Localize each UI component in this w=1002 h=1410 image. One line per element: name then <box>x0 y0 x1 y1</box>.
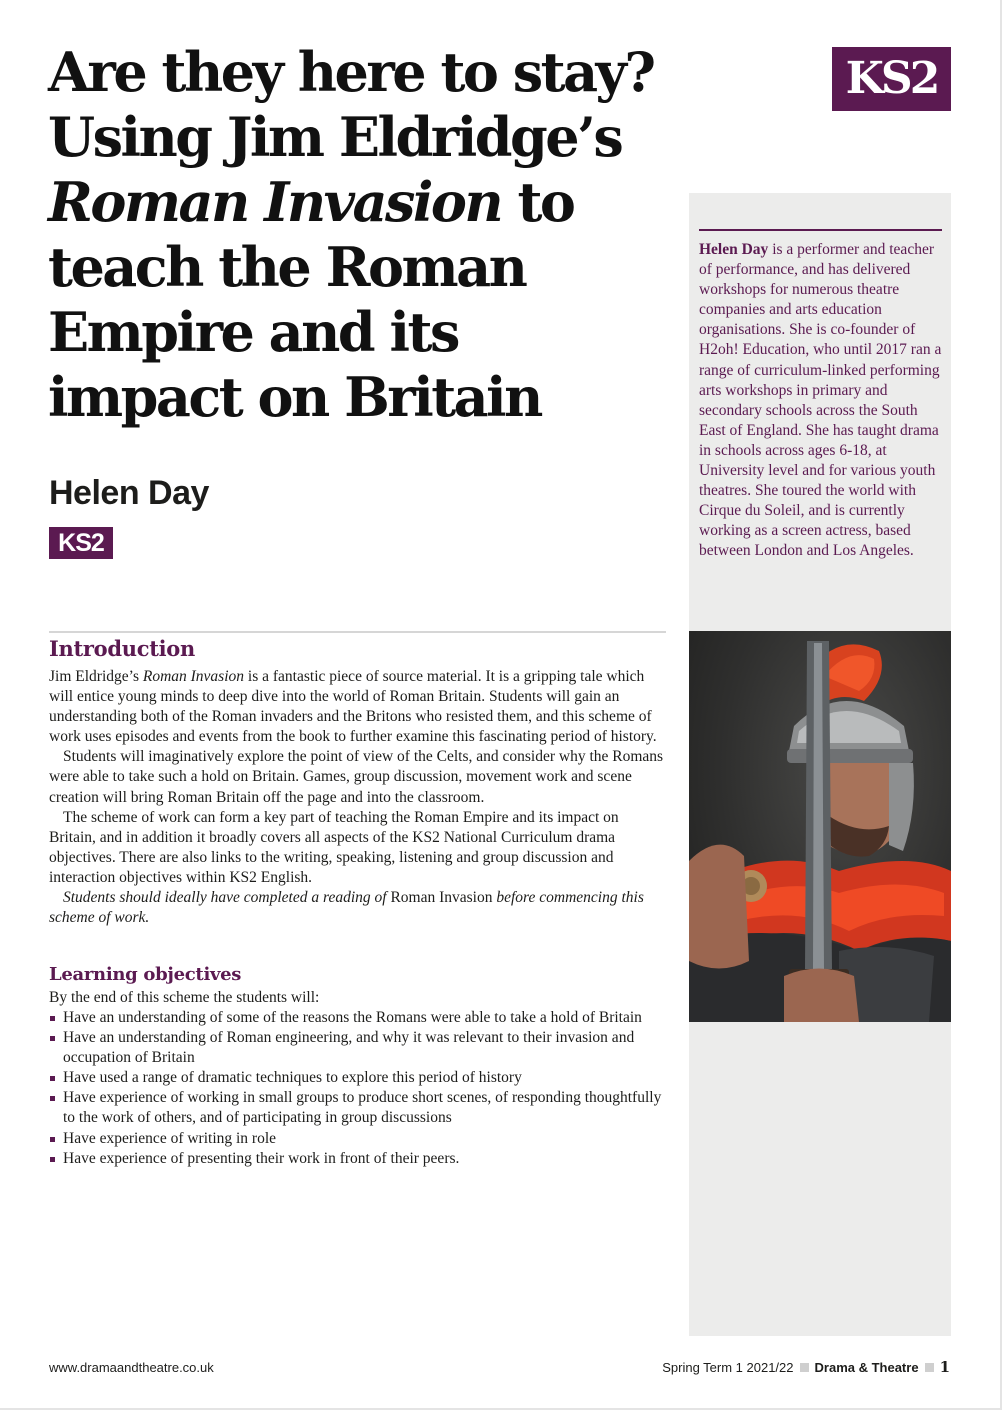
bio-text: is a performer and teacher of performance, and has delivered workshops for numerous theatre companies and arts education organisations. She is co-founder of H2oh! Education, who until 2017 ran a range of curriculum-linked performing arts workshops in primary and secondary schools across the South East of England. She has taught drama in schools across ages 6-18, at University level and for various youth theatres. She toured the world with Cirque du Soleil, and is currently working as a screen actress, based between London and Los Angeles. <box>699 241 942 560</box>
footer-magazine-name: Drama & Theatre <box>814 1359 919 1375</box>
list-item <box>49 1088 669 1128</box>
list-item-text: Have an understanding of Roman engineering, and why it was relevant to their invasion and occupation of Britain <box>63 1029 635 1067</box>
roman-soldier-photo <box>689 631 951 1022</box>
title-book-name: Roman Invasion <box>48 170 502 234</box>
square-separator-icon <box>800 1363 809 1372</box>
title-line: teach the Roman <box>48 235 526 299</box>
list-item <box>49 1149 669 1169</box>
book-title: Roman Invasion <box>390 889 493 907</box>
list-item <box>49 1008 669 1028</box>
bullet-icon <box>50 1076 55 1081</box>
text-run: before commencing this scheme of work. <box>49 889 644 927</box>
section-heading-learning-objectives: Learning objectives <box>49 964 242 985</box>
intro-divider <box>49 631 666 633</box>
list-item-text: Have experience of working in small groups to produce short scenes, of responding thoughtfully to the work of others, and of participating in group discussions <box>63 1089 662 1127</box>
bullet-icon <box>50 1157 55 1162</box>
footer-issue: Spring Term 1 2021/22 <box>662 1359 794 1375</box>
paragraph: The scheme of work can form a key part of teaching the Roman Empire and its impact on Britain, and in addition it broadly covers all aspects of the KS2 National Curriculum drama objectives. There are also links to the writing, speaking, listening and group discussion and interaction objectives within KS2 English. <box>49 808 619 886</box>
bio-name: Helen Day <box>699 241 769 258</box>
article-title <box>48 40 678 430</box>
text-run: Students should ideally have completed a reading of <box>63 889 391 907</box>
bullet-icon <box>50 1036 55 1041</box>
footer-website[interactable]: www.dramaandtheatre.co.uk <box>49 1360 214 1375</box>
list-item <box>49 1068 669 1088</box>
paragraph <box>49 888 669 928</box>
bullet-icon <box>50 1137 55 1142</box>
objectives-lead: By the end of this scheme the students will: <box>49 989 320 1006</box>
footer-issue-info <box>662 1358 950 1376</box>
list-item-text: Have an understanding of some of the reasons the Romans were able to take a hold of Britain <box>63 1009 642 1026</box>
list-item <box>49 1028 669 1068</box>
title-line: Empire and its <box>48 300 458 364</box>
list-item-text: Have experience of writing in role <box>63 1129 277 1147</box>
title-line: Are they here to stay? <box>48 40 654 104</box>
text-run: is a fantastic piece of source material. It is a gripping tale which will entice young minds to deep dive into the world of Roman Britain. Students will gain an understanding both of the Roman invaders and the Britons who resisted them, and this scheme of work uses episodes and events from the book to further examine this fascinating period of history. <box>49 668 657 746</box>
text-run: Jim Eldridge’s <box>49 668 143 685</box>
book-title: Roman Invasion <box>142 668 245 685</box>
title-line: impact on Britain <box>48 365 541 429</box>
ks2-badge-small: KS2 <box>49 527 113 559</box>
bullet-icon <box>50 1096 55 1101</box>
author-bio <box>699 240 945 562</box>
paragraph <box>49 667 669 747</box>
section-heading-introduction: Introduction <box>49 636 195 661</box>
sidebar-divider <box>699 229 942 231</box>
square-separator-icon <box>925 1363 934 1372</box>
title-line <box>48 170 678 235</box>
ks2-badge-large: KS2 <box>832 47 951 111</box>
paragraph: Students will imaginatively explore the point of view of the Celts, and consider why the Romans were able to take such a hold on Britain. Games, group discussion, movement work and scene creation will bring Roman Britain off the page and into the classroom. <box>49 748 664 806</box>
list-item-text: Have experience of presenting their work in front of their peers. <box>63 1149 460 1167</box>
title-line-rest: to <box>501 170 574 234</box>
author-name: Helen Day <box>49 474 209 512</box>
page-number: 1 <box>939 1358 950 1376</box>
introduction-body <box>49 667 669 928</box>
list-item-text: Have used a range of dramatic techniques to explore this period of history <box>63 1069 522 1087</box>
objectives-list <box>49 1008 669 1169</box>
title-line: Using Jim Eldridge’s <box>48 105 622 169</box>
bullet-icon <box>50 1016 55 1021</box>
list-item <box>49 1129 669 1149</box>
